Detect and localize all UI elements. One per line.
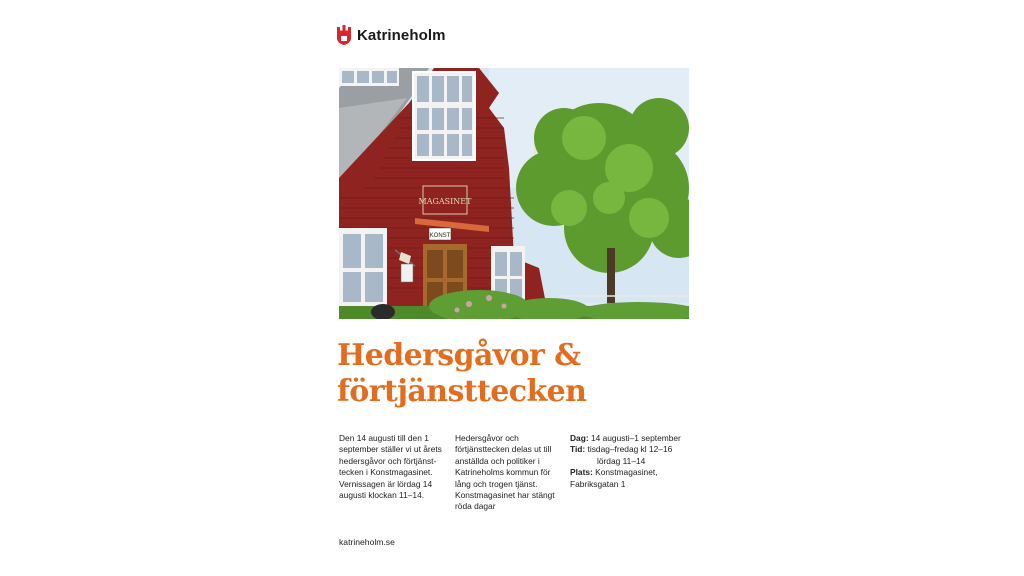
- photo-door-sign-text: KONST: [429, 233, 451, 239]
- info-place-value-1: Konstmagasinet,: [595, 467, 658, 478]
- body-line: Den 14 augusti till den 1: [339, 433, 429, 443]
- body-line: september ställer vi ut årets: [339, 444, 442, 455]
- body-column-2: [455, 433, 563, 513]
- body-line: röda dagar: [455, 501, 496, 512]
- event-info: [570, 433, 700, 490]
- body-line: augusti klockan 11–14.: [339, 490, 425, 501]
- body-line: Katrineholms kommun för: [455, 467, 551, 478]
- body-column-1: [339, 433, 447, 501]
- body-line: lång och trogen tjänst.: [455, 478, 538, 489]
- info-day: [570, 433, 700, 444]
- info-place-value-2: Fabriksgatan 1: [570, 478, 626, 489]
- crest-icon: [337, 25, 351, 45]
- body-line: förtjänsttecken delas ut till: [455, 444, 552, 455]
- body-line: Hedersgåvor och: [455, 433, 519, 443]
- body-line: Konstmagasinet har stängt: [455, 490, 555, 501]
- brand-logo: [337, 24, 446, 46]
- body-line: hedersgåvor och förtjänst-: [339, 455, 437, 466]
- info-place-label: Plats:: [570, 467, 593, 478]
- info-time-value-1: tisdag–fredag kl 12–16: [587, 444, 673, 455]
- info-day-label: Dag:: [570, 433, 589, 443]
- building-photo: [339, 68, 689, 319]
- photo-sign-text: MAGASINET: [418, 197, 472, 206]
- body-line: tecken i Konstmagasinet.: [339, 467, 433, 478]
- info-day-value: 14 augusti–1 september: [590, 433, 681, 443]
- brand-name: Katrineholm: [357, 26, 446, 44]
- headline-line-1: Hedersgåvor &: [337, 338, 581, 373]
- body-line: Vernissagen är lördag 14: [339, 478, 433, 489]
- info-time-value-2: lördag 11–14: [597, 455, 646, 466]
- headline: [337, 338, 697, 410]
- info-time-label: Tid:: [570, 444, 586, 455]
- footer-url[interactable]: katrineholm.se: [339, 537, 395, 547]
- info-place: [570, 467, 700, 478]
- info-time: [570, 444, 700, 455]
- body-line: anställda och politiker i: [455, 455, 540, 466]
- headline-line-2: förtjänsttecken: [337, 374, 587, 409]
